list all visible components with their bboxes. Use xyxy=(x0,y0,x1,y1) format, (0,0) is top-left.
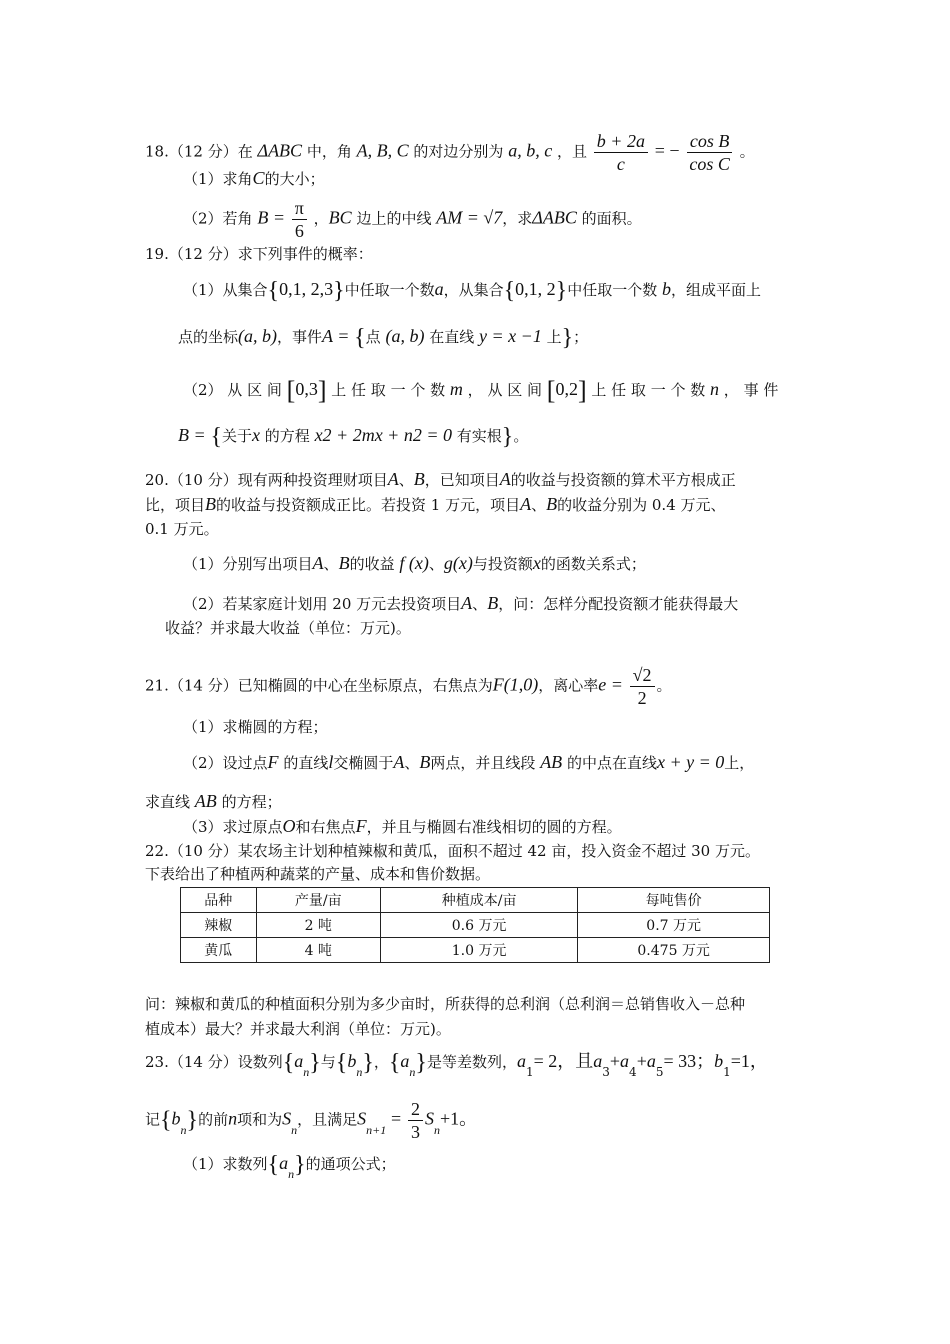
q20-l1-b: ，已知项目 xyxy=(424,471,500,489)
q23-a1: a xyxy=(516,1051,526,1071)
q20-B2: B xyxy=(205,494,217,514)
q20-p2-b: ，问：怎样分配投资额才能获得最大 xyxy=(498,595,739,613)
q23-end: +1。 xyxy=(439,1108,478,1129)
q18-p2-AM: AM = √7 xyxy=(436,207,503,228)
q18-head: 18.（12 分）在 xyxy=(145,142,253,161)
q21-part1: （1）求椭圆的方程； xyxy=(183,718,328,736)
q18-frac2-num: cos B xyxy=(687,130,733,153)
q19-p2-a: （2） 从 区 间 xyxy=(183,381,282,399)
q20-p1-B: B xyxy=(338,553,350,573)
q19-p2-g: 的方程 xyxy=(264,427,310,445)
q19-p2-b: 上 任 取 一 个 数 xyxy=(331,381,446,399)
q20-line2 xyxy=(145,493,726,516)
q21-part2-line2 xyxy=(145,790,282,813)
q23-an2: a xyxy=(400,1051,410,1071)
q19-interval1: 0,3 xyxy=(295,379,318,399)
q21-e: e = xyxy=(598,674,623,695)
q20-p2-sep: 、 xyxy=(472,595,488,613)
q20-part2-line2: 收益？并求最大收益（单位：万元)。 xyxy=(165,619,411,637)
q19-equation: x2 + 2mx + n2 = 0 xyxy=(314,425,452,445)
q18-frac2-den: cos C xyxy=(689,154,730,174)
q23-brace-close-3: } xyxy=(415,1050,427,1076)
table-cell: 2 吨 xyxy=(256,913,380,938)
q21-p2-l: l xyxy=(328,752,334,772)
q23-b1: b xyxy=(714,1051,724,1071)
q23-l2-d: ，且满足 xyxy=(297,1110,358,1129)
q18-triangle: ΔABC xyxy=(257,140,303,161)
q21-line1 xyxy=(145,664,672,709)
q18-text1: 中，角 xyxy=(306,142,352,161)
q18-part2 xyxy=(183,197,642,242)
q21-F: F(1,0) xyxy=(492,674,539,695)
q21-p2-c: 交椭圆于 xyxy=(333,754,394,772)
q19-var-a: a xyxy=(434,279,444,299)
q23-b: 与 xyxy=(320,1053,336,1071)
q19-brace-open-4: { xyxy=(210,424,222,450)
q20-l2-b: 的收益与投资额成正比。若投资 1 万元，项目 xyxy=(216,496,521,514)
q23-brace-close-5: } xyxy=(294,1152,306,1178)
table-cell: 0.475 万元 xyxy=(578,938,770,963)
table-row xyxy=(181,913,770,938)
q23-bn2: b xyxy=(171,1108,181,1129)
q20-p1-A: A xyxy=(312,553,324,573)
q18-fraction-2 xyxy=(686,130,733,175)
q18-frac1-den: c xyxy=(616,154,625,174)
q19-var-m: m xyxy=(449,379,463,399)
q19-p1-i: 在直线 xyxy=(429,328,475,346)
q23-sub-4: 4 xyxy=(629,1065,637,1079)
q19-eventB: B = xyxy=(178,425,206,445)
q21-p2-sep: 、 xyxy=(404,754,420,772)
q20-l1-a: 20.（10 分）现有两种投资理财项目 xyxy=(145,471,388,489)
q23-brace-open-1: { xyxy=(282,1050,295,1076)
q21-p2-b: 的直线 xyxy=(283,754,329,772)
q18-text3: ，且 xyxy=(557,142,588,161)
q23-sub-n4: n xyxy=(180,1122,187,1137)
q20-part2-line1 xyxy=(183,592,738,615)
q22-line2: 下表给出了种植两种蔬菜的产量、成本和售价数据。 xyxy=(145,865,491,883)
q19-p1-a: （1）从集合 xyxy=(183,281,268,299)
q19-p2-i: 。 xyxy=(513,427,529,445)
q23-part1 xyxy=(183,1152,396,1181)
q19-p1-c: ，从集合 xyxy=(443,281,504,299)
q20-A2: A xyxy=(499,469,511,489)
q23-l2-c: 项和为 xyxy=(237,1110,283,1129)
q23-sub-n7: n xyxy=(288,1167,295,1181)
q18-frac1-num: b + 2a xyxy=(594,130,648,153)
q23-brace-open-4: { xyxy=(160,1107,172,1134)
q19-brace-open-3: { xyxy=(354,325,366,351)
q21-end: 。 xyxy=(656,676,672,695)
q23-plus2: + xyxy=(636,1051,647,1071)
q23-line1 xyxy=(145,1050,768,1079)
q23-g: =1， xyxy=(730,1051,768,1071)
q23-l2-b: 的前 xyxy=(198,1110,229,1129)
q20-B: B xyxy=(413,469,425,489)
q23-e: = 2，且 xyxy=(533,1051,594,1071)
q19-p2-h: 有实根 xyxy=(456,427,502,445)
q23-p1-a: （1）求数列 xyxy=(183,1155,268,1173)
q19-p1-h: 点 xyxy=(365,328,381,346)
q21-p2-A: A xyxy=(393,752,405,772)
q23-S: S xyxy=(282,1108,292,1129)
q19-interval2: 0,2 xyxy=(555,379,578,399)
q20-B3: B xyxy=(546,494,558,514)
q19-set1: 0,1, 2,3 xyxy=(279,279,334,299)
q23-d: 是等差数列， xyxy=(426,1053,517,1071)
q23-a3: a xyxy=(593,1051,603,1071)
q20-p1-a: （1）分别写出项目 xyxy=(183,555,313,573)
q23-sub-3: 3 xyxy=(602,1065,610,1079)
q18-p2-B: B = xyxy=(257,207,285,228)
table-header-row xyxy=(181,888,770,913)
q18-part1 xyxy=(183,167,325,190)
q19-var-x: x xyxy=(251,425,260,445)
q20-A: A xyxy=(387,469,399,489)
table-header-cell: 品种 xyxy=(181,888,257,913)
q21-p2-e: 的中点在直线 xyxy=(566,754,657,772)
q18-p1-pre: （1）求角 xyxy=(183,170,253,188)
q23-f: = 33； xyxy=(663,1051,715,1071)
q23-plus1: + xyxy=(609,1051,621,1071)
q20-p1-c: 与投资额 xyxy=(472,555,533,573)
q21-mid: ，离心率 xyxy=(538,676,599,695)
q23-sub-1b: 1 xyxy=(723,1065,731,1079)
q20-p2-a: （2）若某家庭计划用 20 万元去投资项目 xyxy=(183,595,462,613)
q19-point2: (a, b) xyxy=(385,326,425,346)
q19-part2-line2 xyxy=(178,424,528,448)
q20-line3: 0.1 万元。 xyxy=(145,520,219,538)
q21-p3-a: （3）求过原点 xyxy=(183,818,283,836)
q19-point: (a, b) xyxy=(238,326,278,346)
q21-num: √2 xyxy=(630,664,655,687)
q23-brace-open-2: { xyxy=(335,1050,348,1076)
q19-p2-e: ， 事 件 xyxy=(723,381,779,399)
q20-gx: g(x) xyxy=(443,553,473,573)
q19-p2-c: ， 从 区 间 xyxy=(467,381,542,399)
q23-brace-close-1: } xyxy=(309,1050,321,1076)
q19-brace-open-1: { xyxy=(267,278,280,304)
q19-p1-d: 中任取一个数 xyxy=(567,281,658,299)
q18-p2-fraction xyxy=(292,197,307,242)
q19-bracket-open-2: [ xyxy=(546,376,556,405)
q23-sub-1: 1 xyxy=(525,1065,534,1079)
q23-brace-close-4: } xyxy=(186,1107,199,1134)
q19-var-n: n xyxy=(710,379,720,399)
q20-part1 xyxy=(183,552,646,575)
q20-p1-d: 的函数关系式； xyxy=(540,555,646,573)
q23-sub-n6: n xyxy=(433,1122,440,1137)
q23-a4: a xyxy=(620,1051,630,1071)
q22-line1: 22.（10 分）某农场主计划种植辣椒和黄瓜，面积不超过 42 亩，投入资金不超过 30 万元。 xyxy=(145,842,760,860)
q18-equals: = − xyxy=(654,140,680,161)
table-header-cell: 产量/亩 xyxy=(256,888,380,913)
q18-p2-mid: ， xyxy=(313,209,329,228)
q18-p1-var: C xyxy=(252,168,265,188)
q18-p1-post: 的大小； xyxy=(264,170,325,188)
q19-p2-f: 关于 xyxy=(221,427,252,445)
q20-line1 xyxy=(145,468,736,491)
q23-c: ， xyxy=(373,1053,389,1071)
q19-brace-close-4: } xyxy=(501,424,514,450)
q19-brace-close-1: } xyxy=(333,278,345,304)
q21-p2-F: F xyxy=(267,752,279,772)
q19-bracket-close-2: ] xyxy=(577,376,587,405)
q21-fraction xyxy=(630,664,655,709)
table-cell: 0.6 万元 xyxy=(380,913,577,938)
q21-p2-g: 求直线 xyxy=(145,793,191,811)
q18-p2-mid2: 边上的中线 xyxy=(356,209,432,228)
q23-sub-n3: n xyxy=(409,1065,416,1079)
q19-bracket-close-1: ] xyxy=(317,376,327,405)
q23-an: a xyxy=(294,1051,304,1071)
q20-sep: 、 xyxy=(398,471,414,489)
q20-l1-c: 的收益与投资额的算术平方根成正 xyxy=(510,471,736,489)
q20-p2-B: B xyxy=(487,593,499,613)
q21-p3-b: 和右焦点 xyxy=(295,818,356,836)
q23-eq: = xyxy=(391,1108,402,1129)
q19-p1-e: ，组成平面上 xyxy=(671,281,762,299)
q23-bn: b xyxy=(347,1051,357,1071)
q19-head: 19.（12 分）求下列事件的概率： xyxy=(145,245,373,263)
q18-p2-end: 的面积。 xyxy=(581,209,642,228)
q21-p2-AB2: AB xyxy=(194,791,217,811)
q20-p2-A: A xyxy=(461,593,473,613)
q18-angles: A, B, C xyxy=(356,140,409,161)
table-cell: 0.7 万元 xyxy=(578,913,770,938)
q23-S3: S xyxy=(424,1108,434,1129)
q20-fx: f (x) xyxy=(399,553,429,573)
q21-p2-h: 的方程； xyxy=(221,793,282,811)
q19-part1-line1 xyxy=(183,278,761,302)
q18-p2-pre: （2）若角 xyxy=(183,209,253,228)
table-row xyxy=(181,938,770,963)
q22-question-line1: 问：辣椒和黄瓜的种植面积分别为多少亩时，所获得的总利润（总利润＝总销售收入－总种 xyxy=(145,995,746,1013)
q19-brace-close-3: } xyxy=(561,325,574,351)
q18-p2-mid3: ，求 xyxy=(502,209,533,228)
table-cell: 黄瓜 xyxy=(181,938,257,963)
q23-sub-n1: n xyxy=(303,1065,310,1079)
q23-an3: a xyxy=(279,1153,289,1173)
q20-x: x xyxy=(532,553,541,573)
q23-a5: a xyxy=(646,1051,656,1071)
q19-part2-line1 xyxy=(183,376,779,405)
q23-sub-np1: n+1 xyxy=(366,1122,387,1137)
q19-p2-d: 上 任 取 一 个 数 xyxy=(591,381,706,399)
q20-p1-b: 的收益 xyxy=(349,555,395,573)
q18-sides: a, b, c xyxy=(508,140,553,161)
q23-sub-n2: n xyxy=(356,1065,363,1079)
q21-p2-d: 两点，并且线段 xyxy=(430,754,536,772)
table-cell: 4 吨 xyxy=(256,938,380,963)
q20-p1-sep2: 、 xyxy=(428,555,444,573)
q23-l2-n: n xyxy=(228,1108,238,1129)
q18-p2-tri: ΔABC xyxy=(532,207,577,228)
q19-part1-line2 xyxy=(178,325,588,349)
q21-head: 21.（14 分）已知椭圆的中心在坐标原点，右焦点为 xyxy=(145,676,493,695)
q18-p2-BC: BC xyxy=(328,207,352,228)
q19-eventA: A = xyxy=(322,326,350,346)
q19-bracket-open-1: [ xyxy=(286,376,296,405)
q23-sub-5: 5 xyxy=(655,1065,664,1079)
q21-p3-F: F xyxy=(355,816,367,836)
q21-part2-line1 xyxy=(183,751,754,774)
q23-fraction xyxy=(408,1098,423,1143)
q21-p2-f: 上， xyxy=(724,754,755,772)
q23-a: 23.（14 分）设数列 xyxy=(145,1053,283,1071)
q21-p2-line: x + y = 0 xyxy=(656,752,725,772)
table-cell: 1.0 万元 xyxy=(380,938,577,963)
q21-p2-AB: AB xyxy=(540,752,563,772)
q23-S2: S xyxy=(357,1108,367,1129)
q19-p1-b: 中任取一个数 xyxy=(344,281,435,299)
q20-sep2: 、 xyxy=(531,496,547,514)
q21-p3-c: ，并且与椭圆右准线相切的圆的方程。 xyxy=(366,818,622,836)
q18-text2: 的对边分别为 xyxy=(413,142,504,161)
q22-data-table xyxy=(180,887,770,963)
table-header-cell: 种植成本/亩 xyxy=(380,888,577,913)
q19-p1-j: 上 xyxy=(546,328,562,346)
q21-p2-a: （2）设过点 xyxy=(183,754,268,772)
q19-set2: 0,1, 2 xyxy=(515,279,556,299)
q23-l2-a: 记 xyxy=(145,1110,161,1129)
q23-den: 3 xyxy=(410,1122,420,1142)
q22-question-line2: 植成本）最大？并求最大利润（单位：万元)。 xyxy=(145,1020,451,1038)
q20-l2-c: 的收益分别为 0.4 万元、 xyxy=(557,496,726,514)
q19-p1-g: ，事件 xyxy=(277,328,323,346)
q18-p2-num: π xyxy=(292,197,307,220)
q19-line: y = x −1 xyxy=(479,326,542,346)
q23-brace-open-5: { xyxy=(267,1152,280,1178)
q23-brace-open-3: { xyxy=(388,1050,401,1076)
q19-var-b: b xyxy=(662,279,671,299)
table-cell: 辣椒 xyxy=(181,913,257,938)
q23-p1-b: 的通项公式； xyxy=(305,1155,396,1173)
q20-A3: A xyxy=(520,494,532,514)
q23-line2 xyxy=(145,1098,477,1143)
q18-p2-den: 6 xyxy=(294,221,304,241)
q23-num: 2 xyxy=(408,1098,423,1121)
q19-brace-close-2: } xyxy=(555,278,568,304)
q19-p1-f: 点的坐标 xyxy=(178,328,239,346)
q21-p3-O: O xyxy=(282,816,296,836)
q18-end: 。 xyxy=(739,142,755,161)
q21-part3 xyxy=(183,815,622,838)
q18-fraction-1 xyxy=(594,130,648,175)
q19-p1-k: ； xyxy=(573,328,589,346)
q21-den: 2 xyxy=(637,688,647,708)
table-header-cell: 每吨售价 xyxy=(578,888,770,913)
q19-brace-open-2: { xyxy=(503,278,516,304)
q21-p2-B: B xyxy=(419,752,431,772)
q23-sub-n5: n xyxy=(291,1122,298,1137)
q20-p1-sep: 、 xyxy=(323,555,339,573)
q23-brace-close-2: } xyxy=(362,1050,374,1076)
q20-l2-a: 比，项目 xyxy=(145,496,206,514)
